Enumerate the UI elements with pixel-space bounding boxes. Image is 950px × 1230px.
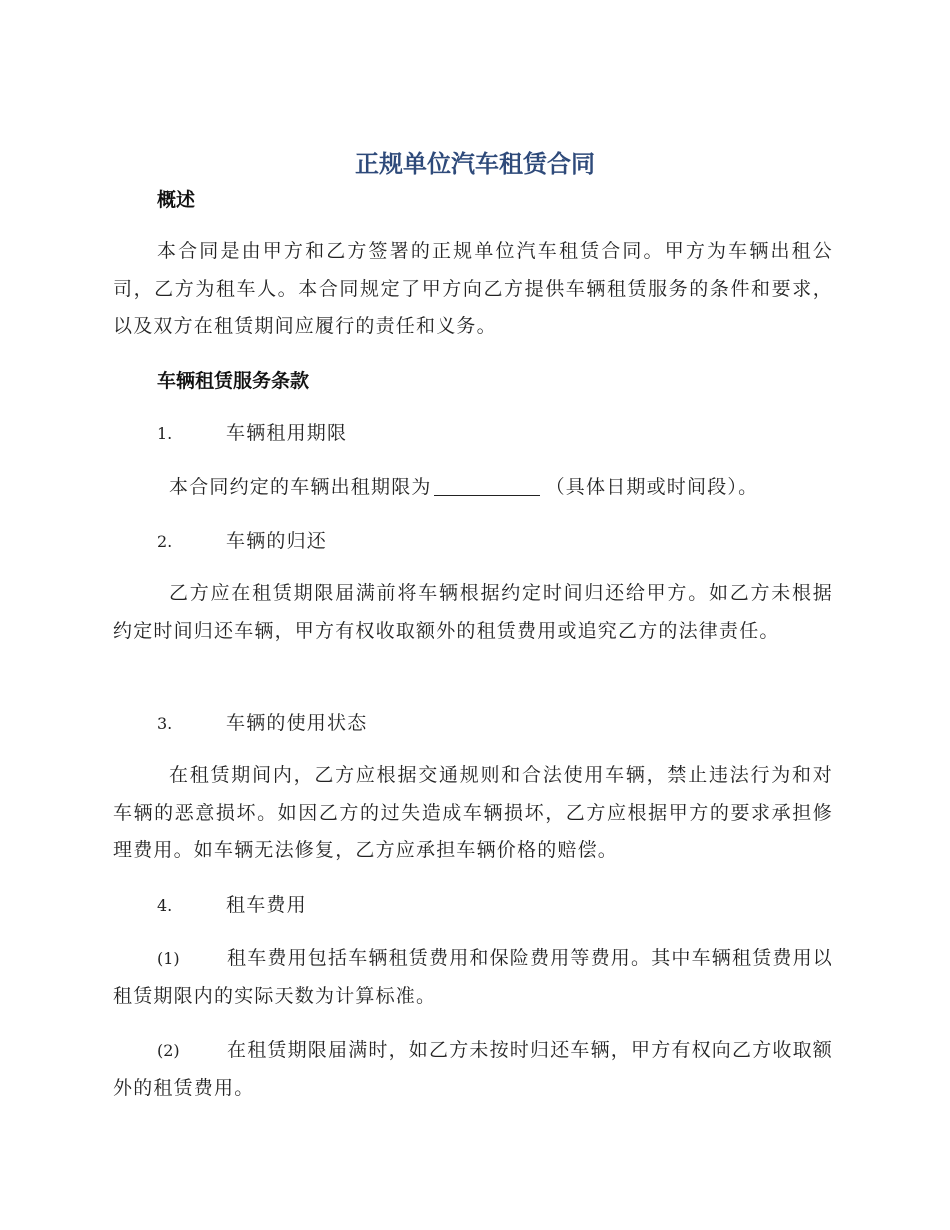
item-4-sub-2-text: 在租赁期限届满时，如乙方未按时归还车辆，甲方有权向乙方收取额外的租赁费用。 — [113, 1039, 834, 1099]
item-3-label: 车辆的使用状态 — [226, 712, 368, 734]
rental-period-blank-field[interactable] — [434, 475, 540, 496]
item-4-number: 4. — [157, 896, 173, 915]
overview-heading: 概述 — [157, 189, 196, 211]
rental-period-sentence — [169, 473, 758, 501]
item-1-label: 车辆租用期限 — [226, 422, 348, 444]
item-2-label: 车辆的归还 — [226, 530, 328, 552]
terms-heading: 车辆租赁服务条款 — [157, 370, 310, 392]
item-4-sub-2 — [113, 1032, 833, 1107]
rental-period-text-after: （具体日期或时间段）。 — [545, 476, 759, 498]
item-1-number: 1. — [157, 424, 173, 443]
item-4-label: 租车费用 — [226, 894, 307, 916]
item-2-paragraph: 乙方应在租赁期限届满前将车辆根据约定时间归还给甲方。如乙方未根据约定时间归还车辆，甲方有权收取额外的租赁费用或追究乙方的法律责任。 — [113, 582, 833, 642]
item-2-number: 2. — [157, 532, 173, 551]
item-3-number: 3. — [157, 714, 173, 733]
item-3-paragraph: 在租赁期间内，乙方应根据交通规则和合法使用车辆，禁止违法行为和对车辆的恶意损坏。如因乙方的过失造成车辆损坏，乙方应根据甲方的要求承担修理费用。如车辆无法修复，乙方应承担车辆价格的赔偿。 — [113, 764, 833, 861]
document-title: 正规单位汽车租赁合同 — [355, 150, 595, 178]
item-4-sub-1-text: 租车费用包括车辆租赁费用和保险费用等费用。其中车辆租赁费用以租赁期限内的实际天数为计算标准。 — [113, 947, 834, 1007]
overview-paragraph: 本合同是由甲方和乙方签署的正规单位汽车租赁合同。甲方为车辆出租公司，乙方为租车人。本合同规定了甲方向乙方提供车辆租赁服务的条件和要求，以及双方在租赁期间应履行的责任和义务。 — [113, 240, 833, 337]
item-4-sub-1 — [113, 940, 833, 1015]
rental-period-text-before: 本合同约定的车辆出租期限为 — [169, 476, 432, 498]
item-4-sub-1-number: (1) — [157, 949, 180, 968]
item-4-sub-2-number: (2) — [157, 1041, 180, 1060]
